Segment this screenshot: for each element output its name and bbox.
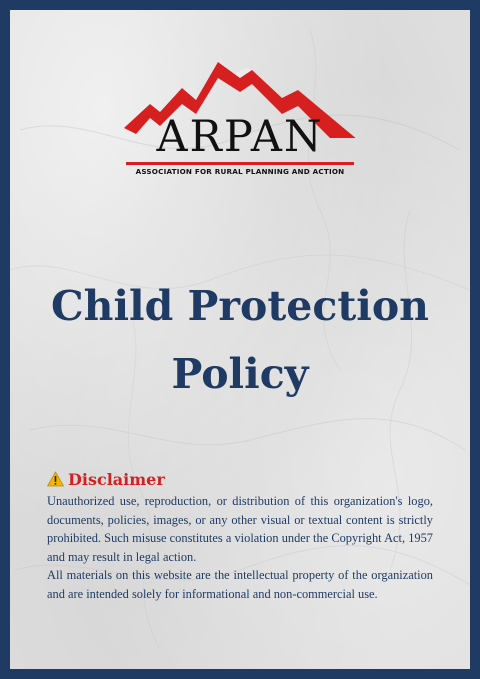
document-title bbox=[10, 272, 470, 408]
logo-underline bbox=[126, 162, 354, 165]
arpan-logo bbox=[122, 48, 358, 178]
disclaimer-paragraph-1: Unauthorized use, reproduction, or distribution of this organization's logo, documents, policies, images, or any other visual or textual content is strictly prohibited. Such misuse constitutes a violation under the Copyright Act, 1957 and may result in legal action. bbox=[47, 494, 433, 564]
disclaimer-body bbox=[47, 492, 433, 604]
document-page bbox=[10, 10, 470, 669]
disclaimer-heading: Disclaimer bbox=[68, 469, 165, 489]
title-line-2: Policy bbox=[171, 350, 309, 398]
disclaimer-heading-row bbox=[47, 468, 433, 490]
disclaimer-section bbox=[47, 468, 433, 604]
warning-icon bbox=[47, 471, 64, 487]
logo-wordmark: ARPAN bbox=[156, 112, 324, 162]
disclaimer-paragraph-2: All materials on this website are the intellectual property of the organization and are intended solely for informational and non-commercial use. bbox=[47, 568, 433, 601]
title-line-1: Child Protection bbox=[51, 282, 429, 330]
logo-tagline: ASSOCIATION FOR RURAL PLANNING AND ACTION bbox=[135, 167, 345, 176]
